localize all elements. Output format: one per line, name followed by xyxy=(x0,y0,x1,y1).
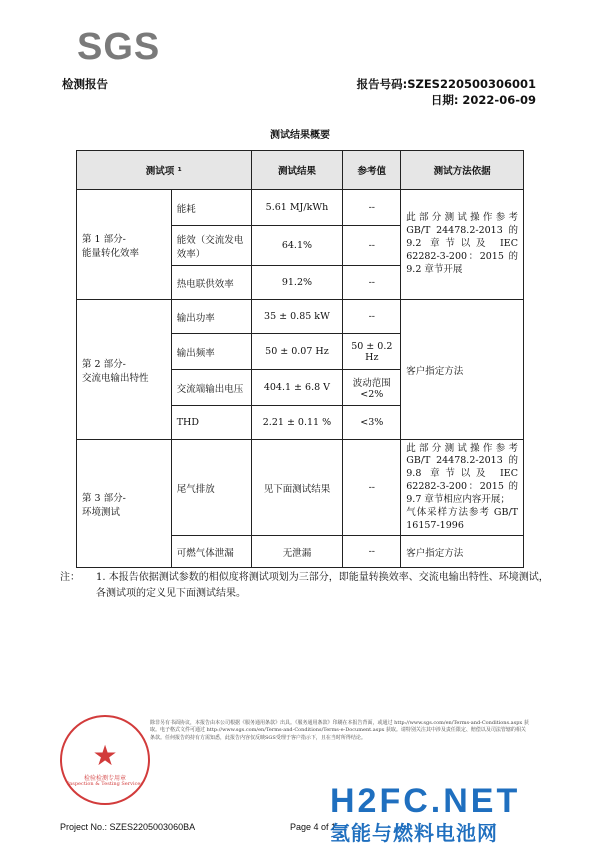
test-result: 无泄漏 xyxy=(251,536,343,568)
table-row xyxy=(77,190,524,226)
test-result: 见下面测试结果 xyxy=(251,440,343,536)
section-name: 第 3 部分- 环境测试 xyxy=(77,440,172,568)
test-result: 35 ± 0.85 kW xyxy=(251,300,343,334)
watermark-main: H2FC.NET xyxy=(330,782,521,820)
section-name: 第 2 部分- 交流电输出特性 xyxy=(77,300,172,440)
reference-value: -- xyxy=(343,300,401,334)
table-header-row xyxy=(77,151,524,190)
footnote-label: 注： xyxy=(60,572,80,583)
test-item: 尾气排放 xyxy=(171,440,251,536)
watermark-sub: 氢能与燃料电池网 xyxy=(330,821,498,845)
report-date: 日期: 2022-06-09 xyxy=(430,93,536,107)
page-number: Page 4 of 1 xyxy=(290,822,337,832)
inspection-seal xyxy=(60,715,150,805)
footnote-text: 1. 本报告依据测试参数的相似度将测试项划为三部分，即能量转换效率、交流电输出特性、环境测试，各测试项的定义见下面测试结果。 xyxy=(96,572,549,599)
summary-title: 测试结果概要 xyxy=(270,130,330,141)
header-method: 测试方法依据 xyxy=(401,151,524,190)
header-result: 测试结果 xyxy=(251,151,343,190)
project-number: Project No.: SZES2205003060BA xyxy=(60,822,196,832)
test-result: 50 ± 0.07 Hz xyxy=(251,334,343,370)
reference-value: -- xyxy=(343,226,401,266)
test-result: 2.21 ± 0.11 % xyxy=(251,406,343,440)
star-icon: ★ xyxy=(92,739,118,772)
header-test-item: 测试项 ¹ xyxy=(77,151,252,190)
reference-value: 50 ± 0.2 Hz xyxy=(343,334,401,370)
test-item: 输出频率 xyxy=(171,334,251,370)
reference-value: <3% xyxy=(343,406,401,440)
summary-table xyxy=(76,150,524,568)
test-result: 64.1% xyxy=(251,226,343,266)
report-number: 报告号码:SZES220500306001 xyxy=(356,77,536,91)
reference-value: 波动范围 <2% xyxy=(343,370,401,406)
reference-value: -- xyxy=(343,536,401,568)
test-result: 5.61 MJ/kWh xyxy=(251,190,343,226)
test-item: THD xyxy=(171,406,251,440)
report-title: 检测报告 xyxy=(62,77,108,91)
test-result: 91.2% xyxy=(251,266,343,300)
header-reference: 参考值 xyxy=(343,151,401,190)
test-method: 此部分测试操作参考 GB/T 24478.2-2013 的 9.2 章节以及 IEC 62282-3-200：2015 的 9.2 章节开展 xyxy=(401,190,524,300)
reference-value: -- xyxy=(343,190,401,226)
seal-text: 检验检测专用章 xyxy=(83,775,126,782)
sgs-logo: SGS xyxy=(77,26,161,68)
reference-value: -- xyxy=(343,266,401,300)
table-row xyxy=(77,300,524,334)
h2fc-watermark xyxy=(330,782,520,846)
test-item: 交流端输出电压 xyxy=(171,370,251,406)
reference-value: -- xyxy=(343,440,401,536)
test-result: 404.1 ± 6.8 V xyxy=(251,370,343,406)
terms-fineprint: 除非另有书面协议，本报告由本公司根据《服务通用条款》出具。《服务通用条款》印刷在本报告背面，或通过 http://www.sgs.com/en/Terms-and-Conditions.aspx 获取。电子格式文件可通过 http://www.sgs.com/en/Terms-and-Conditions/Terms-e-Document.aspx 获取。请特别关注其中涉及责任限定、赔偿以及司法管辖的相关条款。任何报告的持有方需知悉，此报告内容仅反映SGS受理于客户指示下，且在当时所得结论。 xyxy=(150,720,529,741)
section-name: 第 1 部分- 能量转化效率 xyxy=(77,190,172,300)
test-item: 能效（交流发电效率） xyxy=(171,226,251,266)
test-item: 可燃气体泄漏 xyxy=(171,536,251,568)
test-item: 热电联供效率 xyxy=(171,266,251,300)
table-row xyxy=(77,440,524,536)
test-item: 能耗 xyxy=(171,190,251,226)
seal-subtext: Inspection & Testing Services xyxy=(67,781,143,787)
test-method: 客户指定方法 xyxy=(401,300,524,440)
test-method: 客户指定方法 xyxy=(401,536,524,568)
test-item: 输出功率 xyxy=(171,300,251,334)
test-method: 此部分测试操作参考 GB/T 24478.2-2013 的 9.8 章节以及 IEC 62282-3-200：2015 的 9.7 章节相应内容开展； 气体采样方法参考 GB/T 16157-1996 xyxy=(401,440,524,536)
